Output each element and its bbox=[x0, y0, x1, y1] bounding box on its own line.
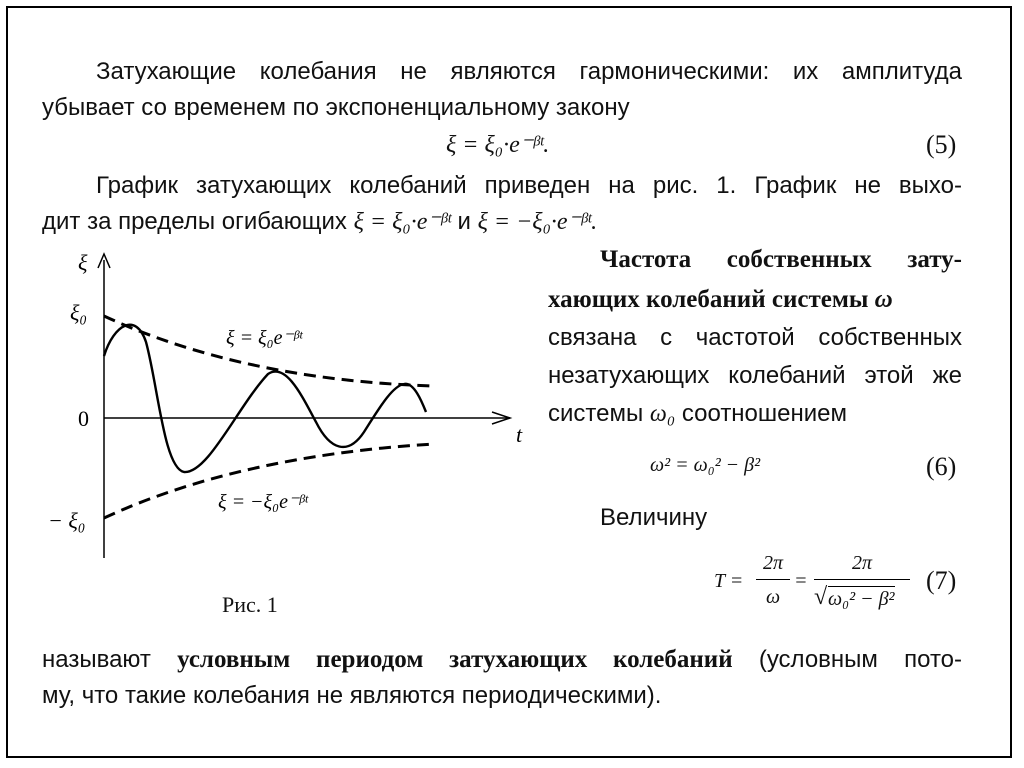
sqrt-symbol: √ bbox=[814, 584, 828, 610]
right-col-line5-start: системы bbox=[548, 400, 644, 427]
neg-xi0-label: − ξ₀ bbox=[48, 508, 86, 533]
zero-label: 0 bbox=[78, 406, 89, 431]
x-axis-label: t bbox=[516, 422, 523, 447]
eq7-frac2-num: 2π bbox=[851, 552, 873, 574]
paragraph3-line2: му, что такие колебания не являются периодическими). bbox=[42, 682, 662, 709]
eq7-frac1-den: ω bbox=[765, 586, 781, 608]
equation-6-number: (6) bbox=[926, 452, 957, 481]
right-col-line4: незатухающих колебаний этой же bbox=[548, 362, 962, 389]
upper-envelope-label: ξ = ξ₀e⁻ᵝᵗ bbox=[226, 327, 303, 349]
equation-6: ω² = ω₀² − β² bbox=[650, 454, 761, 476]
lower-envelope-label: ξ = −ξ₀e⁻ᵝᵗ bbox=[218, 491, 308, 513]
eq7-frac2-bar bbox=[814, 579, 910, 580]
conjunction: и bbox=[457, 208, 471, 235]
eq7-frac2-den: ω₀² − β² bbox=[828, 588, 895, 610]
right-col-line5 bbox=[548, 400, 847, 428]
paragraph1-line1: Затухающие колебания не являются гармоническими: их амплитуда bbox=[96, 58, 962, 85]
paragraph2-line2 bbox=[42, 208, 597, 236]
velichinu-text: Величину bbox=[600, 504, 708, 531]
omega-symbol: ω bbox=[874, 286, 893, 313]
paragraph3-line1-start: называют bbox=[42, 646, 151, 673]
figure-caption: Рис. 1 bbox=[222, 592, 278, 617]
right-col-line2-text: хающих колебаний системы bbox=[548, 286, 869, 313]
paragraph3-line1 bbox=[42, 646, 962, 674]
right-col-line2 bbox=[548, 286, 893, 314]
equation-7 bbox=[714, 548, 914, 618]
xi0-label: ξ₀ bbox=[70, 300, 88, 325]
paragraph3-line1-end: (условным пото- bbox=[758, 646, 963, 673]
paragraph1-line2: убывает со временем по экспоненциальному закону bbox=[42, 94, 630, 121]
equation-5: ξ = ξ₀·e⁻ᵝᵗ. bbox=[446, 132, 550, 158]
eq7-frac1-num: 2π bbox=[762, 552, 784, 574]
eq7-equals: = bbox=[794, 570, 808, 592]
eq7-lhs: T = bbox=[714, 570, 744, 592]
eq7-frac1-bar bbox=[756, 579, 790, 580]
omega0-symbol: ω₀ bbox=[649, 401, 676, 427]
damped-oscillation-figure bbox=[40, 246, 540, 566]
y-axis-label: ξ bbox=[78, 250, 88, 275]
paragraph2-line1: График затухающих колебаний приведен на рис. 1. График не выхо- bbox=[96, 172, 962, 199]
right-col-line5-end: соотношением bbox=[681, 400, 848, 427]
right-col-line1: Частота собственных зату- bbox=[600, 246, 962, 273]
equation-7-number: (7) bbox=[926, 566, 957, 595]
paragraph2-line2-text: дит за пределы огибающих bbox=[42, 208, 347, 235]
envelope-negative-inline: ξ = −ξ₀·e⁻ᵝᵗ. bbox=[477, 209, 598, 235]
equation-5-number: (5) bbox=[926, 130, 957, 159]
right-col-line3: связана с частотой собственных bbox=[548, 324, 962, 351]
conditional-period-term: условным периодом затухающих колебаний bbox=[177, 646, 733, 673]
envelope-positive-inline: ξ = ξ₀·e⁻ᵝᵗ bbox=[353, 209, 451, 235]
